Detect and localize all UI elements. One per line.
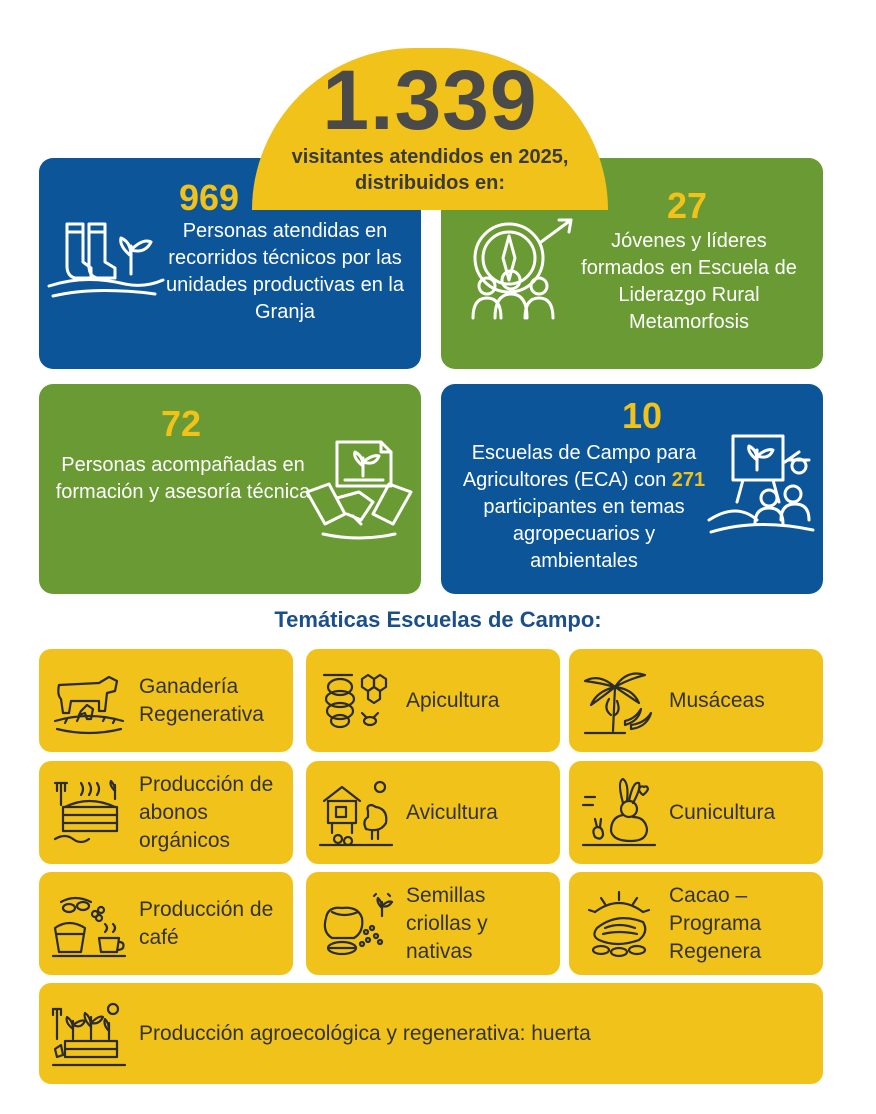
seeds-sack-icon <box>318 888 394 960</box>
card-text <box>459 440 709 575</box>
topic-label: Cacao – Programa Regenera <box>669 883 762 963</box>
headline-number: 1.339 <box>322 53 538 147</box>
topic-label: Ganadería Regenerativa <box>139 674 264 726</box>
compost-icon <box>51 777 127 849</box>
section-title: Temáticas Escuelas de Campo: <box>274 607 602 632</box>
banana-tree-icon <box>581 665 657 737</box>
topic-ganaderia <box>39 649 293 752</box>
headline-badge <box>252 48 608 210</box>
beehive-icon <box>318 665 394 737</box>
topic-apicultura <box>306 649 560 752</box>
cacao-pod-icon <box>581 888 657 960</box>
card-number: 10 <box>622 395 663 436</box>
rabbit-icon <box>581 777 657 849</box>
card-text-after: participantes en temas agropecuarios y ambientales <box>483 496 685 572</box>
handshake-document-icon <box>303 436 415 542</box>
card-eca <box>441 384 823 594</box>
card-asesoria <box>39 384 421 594</box>
boots-sprout-icon <box>45 216 165 306</box>
card-text: Jóvenes y líderes formados en Escuela de Liderazgo Rural Metamorfosis <box>581 230 797 333</box>
topic-label: Apicultura <box>406 688 500 712</box>
topic-label: Producción de café <box>139 897 274 949</box>
topic-abonos <box>39 761 293 864</box>
cattle-icon <box>51 665 127 737</box>
topic-semillas <box>306 872 560 975</box>
topic-label: Producción de abonos orgánicos <box>139 772 274 852</box>
topic-cafe <box>39 872 293 975</box>
participants-highlight: 271 <box>671 469 706 491</box>
topic-avicultura <box>306 761 560 864</box>
card-text: Personas acompañadas en formación y asesoría técnica <box>55 454 311 503</box>
card-text: Personas atendidas en recorridos técnicos por las unidades productivas en la Granja <box>166 220 404 323</box>
topic-label: Avicultura <box>406 800 498 824</box>
topic-cacao <box>569 872 823 975</box>
card-number: 969 <box>179 177 240 218</box>
compass-group-icon <box>455 214 575 326</box>
topic-label: Semillas criollas y nativas <box>406 883 488 963</box>
headline-subtitle: visitantes atendidos en 2025, distribuidos en: <box>291 146 569 194</box>
garden-icon <box>51 999 127 1071</box>
card-number: 27 <box>667 185 708 226</box>
card-number: 72 <box>161 403 202 444</box>
topic-cunicultura <box>569 761 823 864</box>
topic-label: Cunicultura <box>669 800 776 824</box>
coffee-icon <box>51 888 127 960</box>
topic-label: Producción agroecológica y regenerativa: huerta <box>139 1021 591 1045</box>
chicken-coop-icon <box>318 777 394 849</box>
card-text-before: Escuelas de Campo para Agricultores (ECA) con <box>462 442 697 491</box>
topic-musaceas <box>569 649 823 752</box>
field-school-icon <box>707 432 817 542</box>
topic-huerta <box>39 983 823 1084</box>
topic-label: Musáceas <box>669 688 765 712</box>
